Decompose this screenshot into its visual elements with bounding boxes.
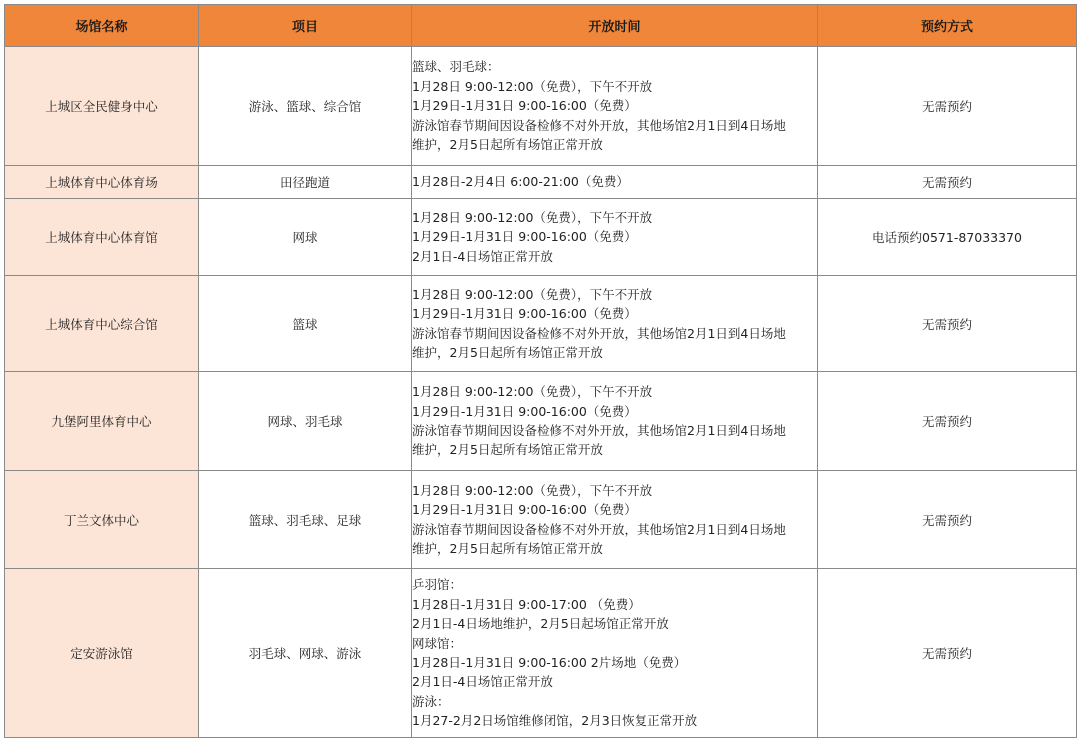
opening-hours-line: 维护，2月5日起所有场馆正常开放 [412,344,603,360]
project-cell: 网球 [199,199,412,276]
opening-hours-line: 2月1日-4日场馆正常开放 [412,248,553,264]
opening-hours-cell [412,372,818,471]
project-cell: 网球、羽毛球 [199,372,412,471]
booking-method-cell: 无需预约 [818,276,1077,372]
table-row [5,569,1077,738]
opening-hours-line: 1月29日-1月31日 9:00-16:00（免费） [412,403,637,419]
opening-hours-line: 1月28日-2月4日 6:00-21:00（免费） [412,174,629,190]
opening-hours-line: 1月29日-1月31日 9:00-16:00（免费） [412,229,637,245]
opening-hours-line: 维护，2月5日起所有场馆正常开放 [412,442,603,458]
opening-hours-line: 1月29日-1月31日 9:00-16:00（免费） [412,502,637,518]
opening-hours-line: 维护，2月5日起所有场馆正常开放 [412,540,603,556]
project-cell: 羽毛球、网球、游泳 [199,569,412,738]
project-cell: 田径跑道 [199,166,412,199]
opening-hours-line: 1月28日-1月31日 9:00-16:00 2片场地（免费） [412,655,687,670]
opening-hours-cell [412,47,818,166]
opening-hours-line: 游泳： [412,693,450,709]
venue-name-cell: 上城区全民健身中心 [5,47,199,166]
opening-hours-cell [412,276,818,372]
venue-name-cell: 九堡阿里体育中心 [5,372,199,471]
project-cell: 篮球 [199,276,412,372]
opening-hours-cell [412,199,818,276]
venue-name-cell: 上城体育中心综合馆 [5,276,199,372]
venue-name-cell: 上城体育中心体育馆 [5,199,199,276]
booking-method-cell: 无需预约 [818,372,1077,471]
opening-hours-line: 2月1日-4日场地维护，2月5日起场馆正常开放 [412,616,669,632]
booking-method-cell: 电话预约0571-87033370 [818,199,1077,276]
opening-hours-line: 1月29日-1月31日 9:00-16:00（免费） [412,98,637,114]
opening-hours-line: 游泳馆春节期间因设备检修不对外开放，其他场馆2月1日到4日场地 [412,423,786,438]
venue-name-cell: 定安游泳馆 [5,569,199,738]
booking-method-cell: 无需预约 [818,47,1077,166]
header-venue-name: 场馆名称 [5,5,199,47]
project-cell: 游泳、篮球、综合馆 [199,47,412,166]
header-opening-hours: 开放时间 [412,5,818,47]
opening-hours-cell [412,166,818,199]
table-row [5,471,1077,569]
opening-hours-line: 篮球、羽毛球： [412,59,500,75]
table-row [5,372,1077,471]
booking-method-cell: 无需预约 [818,166,1077,199]
table-body [5,47,1077,738]
opening-hours-line: 乒羽馆： [412,577,463,593]
venue-hours-table [4,4,1077,738]
opening-hours-line: 1月27-2月2日场馆维修闭馆，2月3日恢复正常开放 [412,713,698,729]
opening-hours-line: 1月28日-1月31日 9:00-17:00 （免费） [412,596,641,612]
table-row [5,199,1077,276]
opening-hours-line: 1月29日-1月31日 9:00-16:00（免费） [412,306,637,322]
table-row [5,47,1077,166]
booking-method-cell: 无需预约 [818,569,1077,738]
opening-hours-line: 游泳馆春节期间因设备检修不对外开放，其他场馆2月1日到4日场地 [412,117,786,133]
opening-hours-line: 1月28日 9:00-12:00（免费），下午不开放 [412,209,653,225]
opening-hours-line: 维护，2月5日起所有场馆正常开放 [412,137,603,153]
opening-hours-cell [412,569,818,738]
table-row [5,276,1077,372]
opening-hours-line: 游泳馆春节期间因设备检修不对外开放，其他场馆2月1日到4日场地 [412,325,786,341]
project-cell: 篮球、羽毛球、足球 [199,471,412,569]
opening-hours-line: 网球馆： [412,635,463,651]
venue-name-cell: 丁兰文体中心 [5,471,199,569]
opening-hours-line: 2月1日-4日场馆正常开放 [412,674,553,690]
table-row [5,166,1077,199]
opening-hours-line: 1月28日 9:00-12:00（免费），下午不开放 [412,286,653,302]
opening-hours-line: 1月28日 9:00-12:00（免费），下午不开放 [412,384,653,400]
opening-hours-line: 1月28日 9:00-12:00（免费），下午不开放 [412,482,653,498]
table-header-row [5,5,1077,47]
opening-hours-line: 游泳馆春节期间因设备检修不对外开放，其他场馆2月1日到4日场地 [412,521,786,537]
header-project: 项目 [199,5,412,47]
opening-hours-line: 1月28日 9:00-12:00（免费），下午不开放 [412,78,653,94]
opening-hours-cell [412,471,818,569]
booking-method-cell: 无需预约 [818,471,1077,569]
venue-name-cell: 上城体育中心体育场 [5,166,199,199]
header-booking-method: 预约方式 [818,5,1077,47]
